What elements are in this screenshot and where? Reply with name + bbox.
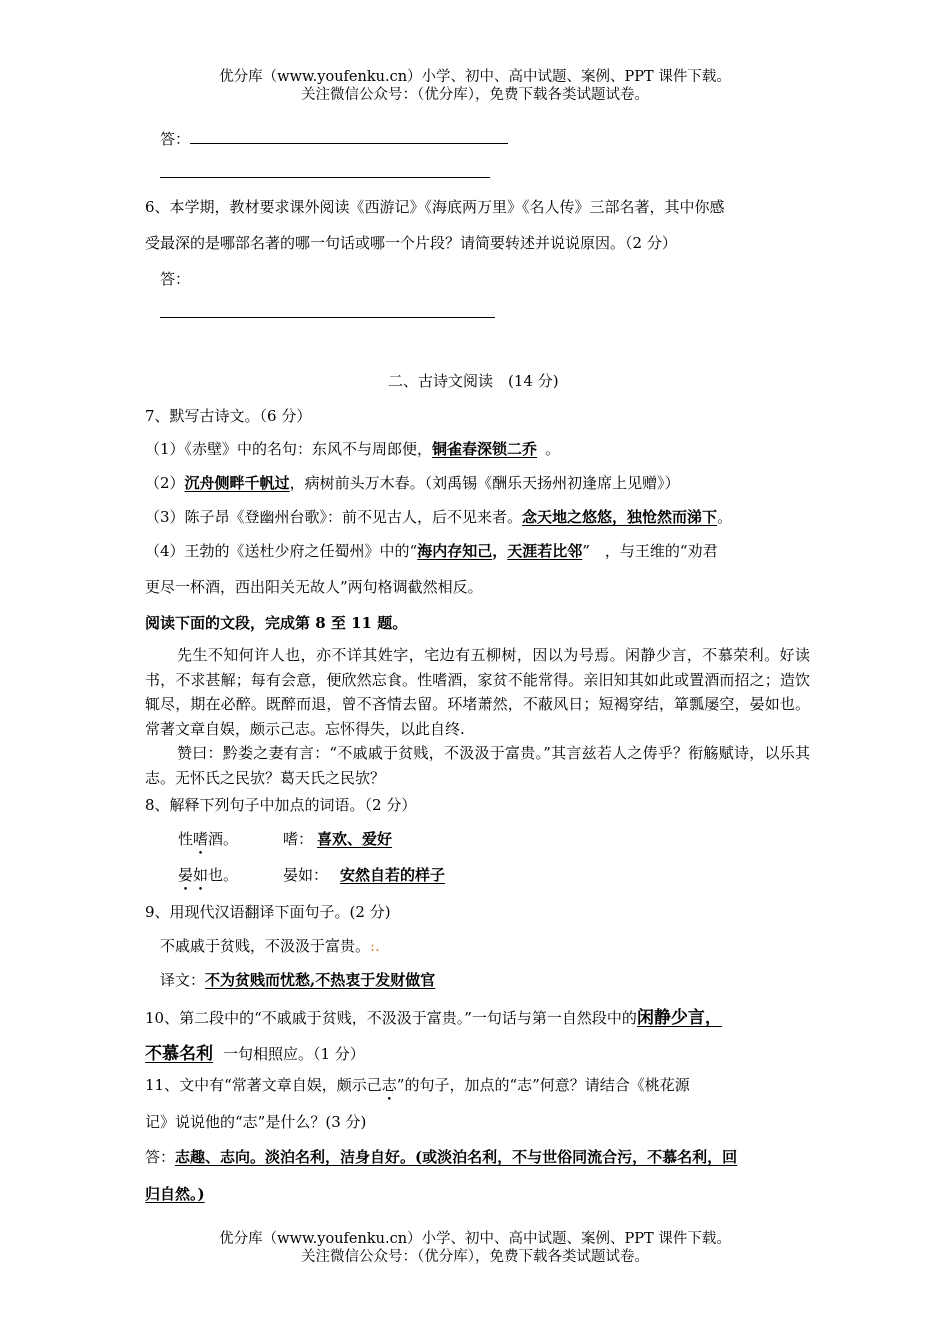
q6-answer-rule <box>160 317 495 318</box>
answer-blank <box>190 142 508 144</box>
header-line-2: 关注微信公众号：（优分库），免费下载各类试题试卷。 <box>301 87 649 103</box>
q10-line-2 <box>145 1039 365 1064</box>
q5-answer-label <box>160 128 508 149</box>
q7-title: 7、默写古诗文。（6 分） <box>145 407 312 425</box>
q10-answer-1: 闲静少言， <box>636 1008 722 1028</box>
q9-mark: :. <box>370 937 380 955</box>
q7-item-3-text: （3）陈子昂《登幽州台歌》：前不见古人，后不见来者。 <box>145 508 523 526</box>
q6-answer-label: 答： <box>160 270 191 288</box>
q7-item-1-end: 。 <box>545 440 561 458</box>
passage-paragraph-1: 先生不知何许人也，亦不详其姓字，宅边有五柳树，因以为号焉。闲静少言，不慕荣利。好读书，不求甚解；每有会意，便欣然忘食。性嗜酒，家贫不能常得。亲旧知其如此或置酒而招之；造饮辄尽，期在必醉。既醉而退，曾不吝情去留。环堵萧然，不蔽风日；短褐穿结，箪瓢屡空，晏如也。常著文章自娱，颇示己志。忘怀得失，以此自终. <box>145 646 810 738</box>
q7-item-4-line-2: 更尽一杯酒，西出阳关无故人”两句格调截然相反。 <box>145 578 483 596</box>
q9-title: 9、用现代汉语翻译下面句子。(2 分) <box>145 903 391 921</box>
header-line-1: 优分库（www.youfenku.cn）小学、初中、高中试题、案例、PPT 课件下载。 <box>219 69 731 85</box>
q8-s1-pre: 性 <box>178 830 194 848</box>
q10-text: 10、第二段中的“不戚戚于贫贱，不汲汲于富贵。”一句话与第一自然段中的 <box>145 1009 637 1027</box>
q7-item-3-answer: 念天地之悠悠，独怆然而涕下 <box>522 508 718 526</box>
q11-dotted-word: 志 <box>381 1076 397 1094</box>
q7-item-2-text: （2） <box>145 474 185 492</box>
q9-translation-label: 译文： <box>160 971 206 989</box>
q7-item-1-text: （1）《赤壁》中的名句：东风不与周郎便， <box>145 440 433 458</box>
q7-item-3 <box>145 506 732 527</box>
q11-answer-line-1 <box>145 1146 737 1167</box>
q8-sentence-1 <box>178 828 238 849</box>
q11-answer-line-2: 归自然。) <box>145 1185 205 1203</box>
q8-answer-1-text: 喜欢、爱好 <box>317 830 393 848</box>
q6-line-2: 受最深的是哪部名著的哪一句话或哪一个片段？请简要转述并说说原因。（2 分） <box>145 234 677 252</box>
q8-s1-post: 酒。 <box>208 830 239 848</box>
q10-line-1 <box>145 1003 722 1028</box>
q7-item-4-answer-1: 海内存知己 <box>417 542 493 560</box>
q8-s1-dotted-word: 嗜 <box>193 830 209 848</box>
q9-translation <box>160 969 435 990</box>
q7-item-3-end: 。 <box>717 508 733 526</box>
q7-item-4 <box>145 540 718 561</box>
q8-sentence-2 <box>178 864 238 885</box>
q7-item-4-comma: ， <box>492 542 508 560</box>
q8-word-2: 晏如： <box>283 866 329 884</box>
q9-sentence <box>160 935 380 956</box>
footer-line-1: 优分库（www.youfenku.cn）小学、初中、高中试题、案例、PPT 课件下载。 <box>219 1231 731 1247</box>
q8-answer-1 <box>283 828 398 849</box>
q8-s2-dotted-2: 如 <box>193 866 209 884</box>
answer-rule <box>160 177 490 178</box>
q8-s2-dotted-1: 晏 <box>178 866 194 884</box>
reading-instruction: 阅读下面的文段，完成第 8 至 11 题。 <box>145 614 408 632</box>
q7-item-4-answer-2: 天涯若比邻 <box>507 542 583 560</box>
q11-pre: 11、文中有“常著文章自娱，颇示己 <box>145 1076 382 1094</box>
q11-line-2: 记》说说他的“志”是什么？(3 分) <box>145 1113 367 1131</box>
q8-answer-2 <box>283 864 449 885</box>
answer-label-text: 答： <box>160 130 191 148</box>
q10-answer-2: 不慕名利 <box>145 1044 213 1064</box>
q8-word-1: 嗜： <box>283 830 314 848</box>
q8-s2-post: 也。 <box>208 866 239 884</box>
footer-line-2: 关注微信公众号：（优分库），免费下载各类试题试卷。 <box>301 1249 649 1265</box>
q11-post: ”的句子，加点的“志”何意？请结合《桃花源 <box>396 1076 690 1094</box>
q7-item-2 <box>145 472 680 493</box>
q11-answer-text-1: 志趣、志向。淡泊名利，洁身自好。(或淡泊名利，不与世俗同流合污，不慕名利，回 <box>175 1148 738 1166</box>
passage-paragraph-2: 赞曰：黔娄之妻有言：“不戚戚于贫贱，不汲汲于富贵。”其言兹若人之俦乎？衔觞赋诗，以乐其志。无怀氏之民欤？葛天氏之民欤？ <box>145 744 810 787</box>
q9-sentence-text: 不戚戚于贫贱，不汲汲于富贵。 <box>160 937 371 955</box>
q9-translation-answer: 不为贫贱而忧愁,不热衷于发财做官 <box>205 971 436 989</box>
q8-answer-2-text: 安然自若的样子 <box>340 866 446 884</box>
q7-item-4-end: ” ，与王维的“劝君 <box>582 542 718 560</box>
q8-title: 8、解释下列句子中加点的词语。（2 分） <box>145 796 417 814</box>
q11-answer-label: 答： <box>145 1148 176 1166</box>
q7-item-2-end: ，病树前头万木春。（刘禹锡《酬乐天扬州初逢席上见赠》） <box>289 474 680 492</box>
q7-item-2-answer: 沉舟侧畔千帆过 <box>184 474 290 492</box>
q7-item-4-text: （4）王勃的《送杜少府之任蜀州》中的“ <box>145 542 418 560</box>
q11-line-1 <box>145 1074 690 1095</box>
q7-item-1 <box>145 438 560 459</box>
q10-post: 一句相照应。（1 分） <box>223 1045 365 1063</box>
section-title: 二、古诗文阅读 (14 分) <box>388 372 559 390</box>
q6-line-1: 6、本学期，教材要求课外阅读《西游记》《海底两万里》《名人传》三部名著，其中你感 <box>145 198 725 216</box>
q7-item-1-answer: 铜雀春深锁二乔 <box>432 440 538 458</box>
